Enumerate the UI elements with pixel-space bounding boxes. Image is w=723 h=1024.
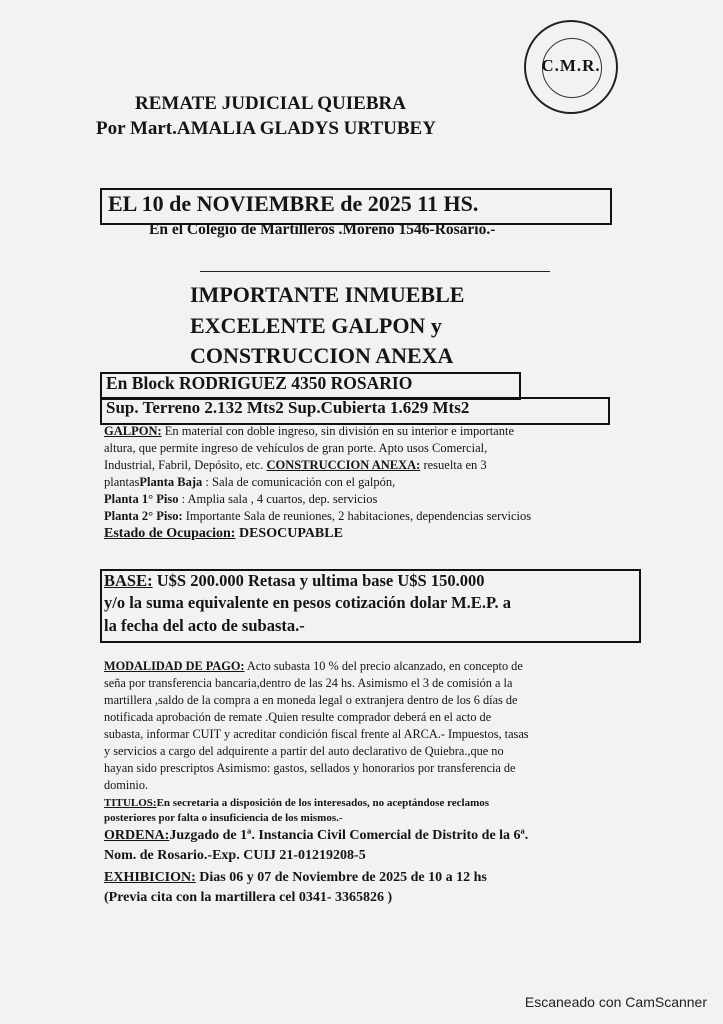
payment-line-8: dominio. xyxy=(104,778,149,792)
header-title: REMATE JUDICIAL QUIEBRA xyxy=(135,93,406,114)
titulos-line-2: posteriores por falta o insuficiencia de los mismos.- xyxy=(104,812,343,824)
scanner-watermark: Escaneado con CamScanner xyxy=(524,994,707,1010)
ordena-text-1: Juzgado de 1ª. Instancia Civil Comercial de Distrito de la 6ª. xyxy=(169,828,529,843)
exhibicion-line-2: (Previa cita con la martillera cel 0341- 3365826 ) xyxy=(104,890,393,905)
titulos-text-1: En secretaria a disposición de los interesados, no aceptándose reclamos xyxy=(156,797,490,809)
property-title-1: IMPORTANTE INMUEBLE xyxy=(190,282,465,307)
occupancy-status xyxy=(104,526,343,542)
base-label: BASE: xyxy=(104,571,153,590)
planta-2-label: Planta 2° Piso: xyxy=(104,509,183,523)
anexa-text: resuelta en 3 xyxy=(420,458,487,472)
titulos-line-1 xyxy=(104,797,489,809)
ordena-line-1 xyxy=(104,828,528,844)
base-line-2: y/o la suma equivalente en pesos cotización dolar M.E.P. a xyxy=(104,593,512,612)
exhibicion-line-1 xyxy=(104,870,487,886)
ordena-line-2: Nom. de Rosario.-Exp. CUIJ 21-01219208-5 xyxy=(104,848,366,863)
planta-1-text: : Amplia sala , 4 cuartos, dep. servicios xyxy=(178,492,378,506)
planta-baja-label: Planta Baja xyxy=(139,475,203,489)
property-address: En Block RODRIGUEZ 4350 ROSARIO xyxy=(106,373,413,393)
plantas-text: plantas xyxy=(104,475,140,489)
payment-line-7: hayan sido prescriptos Asimismo: gastos, sellados y honorarios por transferencia de xyxy=(104,761,516,775)
description-line-6 xyxy=(104,508,531,525)
ordena-label: ORDENA: xyxy=(104,828,170,843)
payment-line-1 xyxy=(104,658,523,674)
titulos-label: TITULOS: xyxy=(104,797,157,809)
property-title-3: CONSTRUCCION ANEXA xyxy=(190,343,454,368)
divider xyxy=(200,271,550,272)
anexa-label: CONSTRUCCION ANEXA: xyxy=(266,458,421,472)
college-seal xyxy=(524,20,618,114)
estado-value: DESOCUPABLE xyxy=(235,526,343,541)
description-line-2: altura, que permite ingreso de vehículos de gran porte. Apto usos Comercial, xyxy=(104,441,488,455)
galpon-label: GALPON: xyxy=(104,424,162,438)
galpon-uses: Industrial, Fabril, Depósito, etc. xyxy=(104,458,267,472)
auction-date: EL 10 de NOVIEMBRE de 2025 11 HS. xyxy=(108,191,479,216)
payment-line-2: seña por transferencia bancaria,dentro de las 24 hs. Asimismo el 3 de comisión a la xyxy=(104,676,513,690)
property-surface: Sup. Terreno 2.132 Mts2 Sup.Cubierta 1.629 Mts2 xyxy=(106,398,470,417)
seal-center-text: C.M.R. xyxy=(541,56,601,75)
description-line-5 xyxy=(104,491,377,508)
auctioneer-name: Por Mart.AMALIA GLADYS URTUBEY xyxy=(96,118,436,139)
payment-line-4: notificada aprobación de remate .Quien resulte comprador deberá en el acto de xyxy=(104,710,492,724)
base-line-3: la fecha del acto de subasta.- xyxy=(104,616,305,635)
property-title-2: EXCELENTE GALPON y xyxy=(190,313,442,338)
description-line-4 xyxy=(104,474,395,491)
planta-2-text: Importante Sala de reuniones, 2 habitaciones, dependencias servicios xyxy=(182,509,532,523)
base-amount: U$S 200.000 Retasa y ultima base U$S 150.000 xyxy=(152,571,485,590)
planta-baja-text: : Sala de comunicación con el galpón, xyxy=(202,475,396,489)
estado-label: Estado de Ocupacion: xyxy=(104,526,236,541)
planta-1-label: Planta 1° Piso xyxy=(104,492,179,506)
base-line-1 xyxy=(104,570,484,592)
galpon-text: En material con doble ingreso, sin división en su interior e importante xyxy=(161,424,514,438)
payment-line-6: y servicios a cargo del adquirente a partir del auto declarativo de Quiebra.,que no xyxy=(104,744,504,758)
payment-text-1: Acto subasta 10 % del precio alcanzado, en concepto de xyxy=(244,659,523,673)
payment-line-5: subasta, informar CUIT y acreditar condición fiscal frente al ARCA.- Impuestos, tasas xyxy=(104,727,529,741)
exhibicion-text-1: Dias 06 y 07 de Noviembre de 2025 de 10 a 12 hs xyxy=(195,870,487,885)
description-line-3 xyxy=(104,457,487,474)
exhibicion-label: EXHIBICION: xyxy=(104,870,196,885)
payment-label: MODALIDAD DE PAGO: xyxy=(104,659,245,673)
payment-line-3: martillera ,saldo de la compra a en moneda legal o extranjera dentro de los 6 días de xyxy=(104,693,518,707)
auction-place: En el Colegio de Martilleros .Moreno 1546-Rosario.- xyxy=(149,221,496,238)
description-line-1 xyxy=(104,423,514,440)
